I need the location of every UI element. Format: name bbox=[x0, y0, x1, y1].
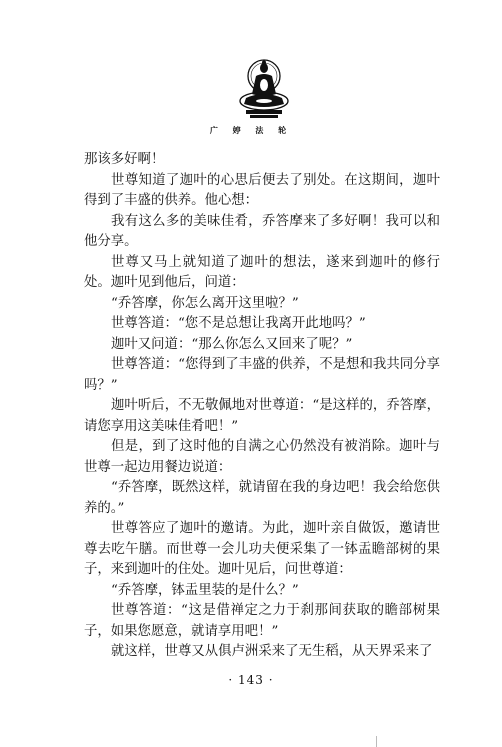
header-caption: 广 婷 法 轮 bbox=[209, 125, 293, 135]
paragraph: 世尊知道了迦叶的心思后便去了别处。在这期间，迦叶得到了丰盛的供养。他心想： bbox=[84, 172, 440, 208]
scan-mark bbox=[376, 736, 377, 747]
paragraph: 就这样，世尊又从俱卢洲采来了无生稻，从天界采来了 bbox=[111, 644, 433, 659]
paragraph: 世尊又马上就知道了迦叶的想法，遂来到迦叶的修行处。迦叶见到他后，问道： bbox=[84, 254, 440, 290]
page-number: · 143 · bbox=[228, 673, 274, 687]
paragraph: “乔答摩，钵盂里装的是什么？” bbox=[111, 582, 299, 598]
paragraph: 迦叶听后，不无敬佩地对世尊道：“是这样的，乔答摩，请您享用这美味佳肴吧！” bbox=[84, 398, 440, 434]
paragraph: 但是，到了这时他的自满之心仍然没有被消除。迦叶与世尊一起边用餐边说道： bbox=[84, 439, 440, 475]
paragraph: 迦叶又问道：“那么你怎么又回来了呢？” bbox=[111, 336, 353, 352]
paragraph: 世尊答道：“您得到了丰盛的供养，不是想和我共同分享吗？” bbox=[84, 357, 440, 393]
paragraph: 我有这么多的美味佳肴，乔答摩来了多好啊！我可以和他分享。 bbox=[84, 213, 440, 249]
paragraph: “乔答摩，你怎么离开这里啦？” bbox=[111, 295, 299, 311]
paragraph: 世尊答应了迦叶的邀请。为此，迦叶亲自做饭，邀请世尊去吃午膳。而世尊一会儿功夫便采集了一钵盂瞻部树的果子，来到迦叶的住处。迦叶见后，问世尊道： bbox=[84, 521, 440, 577]
paragraph: “乔答摩，既然这样，就请留在我的身边吧！我会给您供养的。” bbox=[84, 480, 440, 516]
buddha-illustration bbox=[236, 54, 292, 120]
paragraph: 世尊答道：“这是借禅定之力于刹那间获取的瞻部树果子，如果您愿意，就请享用吧！” bbox=[84, 603, 440, 639]
text-body bbox=[84, 150, 440, 663]
paragraph: 那该多好啊！ bbox=[84, 152, 165, 167]
paragraph: 世尊答道：“您不是总想让我离开此地吗？” bbox=[111, 316, 366, 331]
